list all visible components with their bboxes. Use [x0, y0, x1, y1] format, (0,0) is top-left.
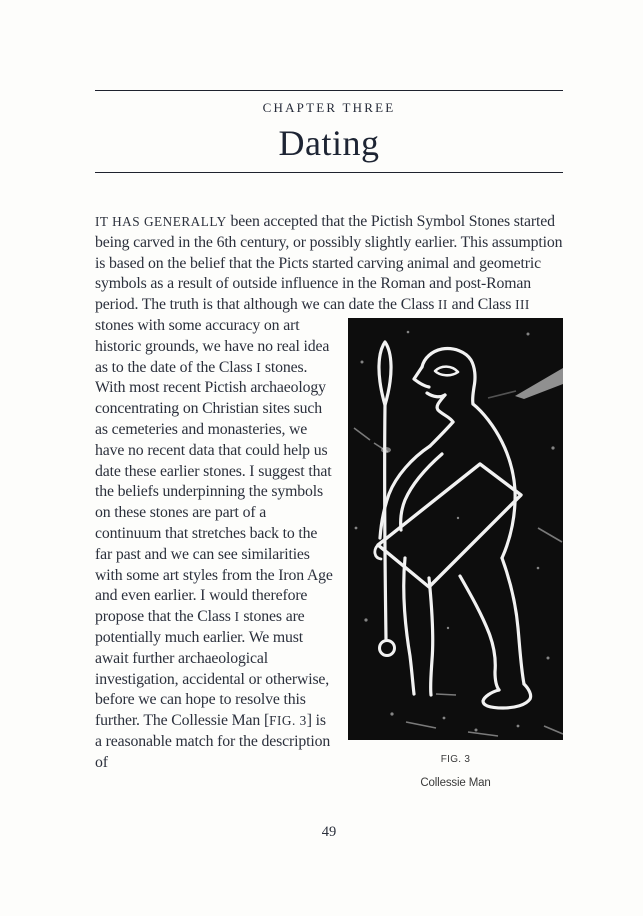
figure-reference: FIG. 3: [269, 713, 307, 729]
opening-phrase: IT HAS GENERALLY: [95, 214, 227, 229]
body-segment: been accepted that the Pictish Symbol Stones started being carved in the 6th century, or possibly slightly earlier. This assumption is based on the belief that the Picts started carving animal and geometric symbols as a result of outside influence in the Roman and post-Roman period. The truth is that although we can date the Class: [95, 213, 563, 314]
collessie-man-illustration: [348, 318, 563, 740]
roman-numeral: II: [438, 297, 448, 313]
chapter-header: [95, 90, 563, 173]
body-segment: historic grounds, we have no real idea as to the date of the Class: [95, 337, 330, 376]
page-footer: [95, 794, 563, 841]
page-number: 49: [321, 823, 337, 840]
page-content: [95, 0, 563, 841]
figure-caption-title: Collessie Man: [420, 776, 491, 789]
header-rule-top: [95, 90, 563, 91]
chapter-title: Dating: [278, 123, 380, 163]
roman-numeral: III: [515, 297, 530, 313]
body-segment: stones with some accuracy on art: [95, 316, 300, 334]
figure-caption-number: FIG. 3: [440, 753, 471, 765]
body-paragraph: [95, 212, 563, 789]
header-rule-bottom: [95, 172, 563, 173]
spear-shaft: [385, 405, 386, 639]
roman-numeral: I: [234, 609, 240, 625]
body-segment: and Class: [447, 296, 516, 314]
roman-numeral: I: [256, 359, 262, 375]
body-segment: stones. With most recent Pictish archaeology concentrating on Christian sites such as cemeteries and monasteries, we have no recent data that could help us date these earlier stones. I suggest that the beliefs underpinning the symbols on these stones are part of a continuum that stretches back to the far past and we can see similarities with some art styles from the Iron Age and even earlier. I would therefore propose that the Class: [95, 358, 333, 626]
body-segment: ] is a reasonable match for the description of: [95, 712, 331, 771]
chapter-label: CHAPTER THREE: [262, 100, 396, 115]
figure-collessie-man: [348, 318, 563, 794]
body-segment: stones are potentially much earlier. We must await further archaeological investigation, accidental or otherwise, before we can hope to resolve this further. The Collessie Man [: [95, 608, 330, 730]
